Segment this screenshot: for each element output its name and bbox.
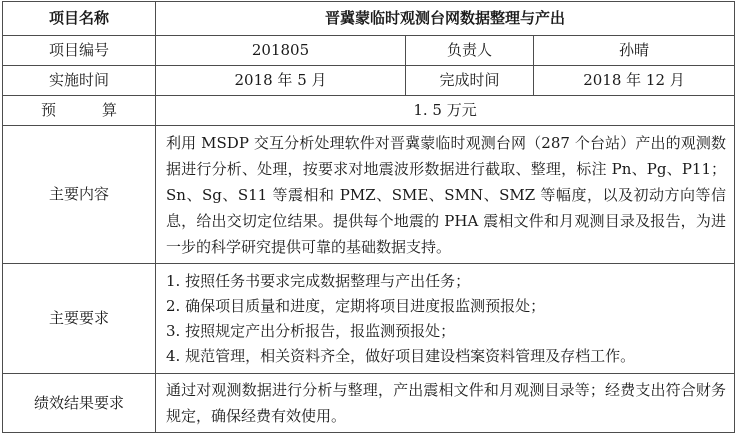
requirement-item: 3. 按照规定产出分析报告，报监测预报处；: [166, 321, 456, 340]
performance-text: 通过对观测数据进行分析与整理，产出震相文件和月观测目录等；经费支出符合财务规定，确保经费有效使用。: [156, 374, 735, 433]
start-time-label: 实施时间: [3, 66, 156, 96]
project-no-label: 项目编号: [3, 36, 156, 66]
main-content-text: 利用 MSDP 交互分析处理软件对晋冀蒙临时观测台网（287 个台站）产出的观测数据进行分析、处理，按要求对地震波形数据进行截取、整理，标注 Pn、Pg、P11；Sn、Sg、S11 等震相和 PMZ、SME、SMN、SMZ 等幅度，以及初动方向等信息，给出交切定位结果。提供每个地震的 PHA 震相文件和月观测目录及报告，为进一步的科学研究提供可靠的基础数据支持。: [156, 126, 735, 264]
row-project-name: [3, 2, 735, 36]
budget-label-b: 算: [102, 101, 118, 119]
row-main-requirements: [3, 264, 735, 374]
row-main-content: [3, 126, 735, 264]
requirement-item: 1. 按照任务书要求完成数据整理与产出任务；: [166, 271, 471, 290]
requirement-item: 4. 规范管理，相关资料齐全，做好项目建设档案资料管理及存档工作。: [166, 346, 636, 365]
row-performance: [3, 374, 735, 433]
project-table: [2, 1, 735, 433]
budget-label-a: 预: [40, 101, 56, 119]
row-project-no: [3, 36, 735, 66]
start-time-value: 2018 年 5 月: [156, 66, 406, 96]
main-content-label: 主要内容: [3, 126, 156, 264]
budget-value: 1. 5 万元: [156, 96, 735, 126]
performance-label: 绩效结果要求: [3, 374, 156, 433]
row-schedule: [3, 66, 735, 96]
main-requirements-label: 主要要求: [3, 264, 156, 374]
owner-value: 孙晴: [534, 36, 735, 66]
finish-time-label: 完成时间: [406, 66, 534, 96]
project-name-label: 项目名称: [3, 2, 156, 36]
budget-label: [3, 96, 156, 126]
owner-label: 负责人: [406, 36, 534, 66]
project-no-value: 201805: [156, 36, 406, 66]
requirement-item: 2. 确保项目质量和进度，定期将项目进度报监测预报处；: [166, 296, 546, 315]
finish-time-value: 2018 年 12 月: [534, 66, 735, 96]
row-budget: [3, 96, 735, 126]
requirements-list: [156, 264, 735, 374]
project-name-value: 晋冀蒙临时观测台网数据整理与产出: [156, 2, 735, 36]
